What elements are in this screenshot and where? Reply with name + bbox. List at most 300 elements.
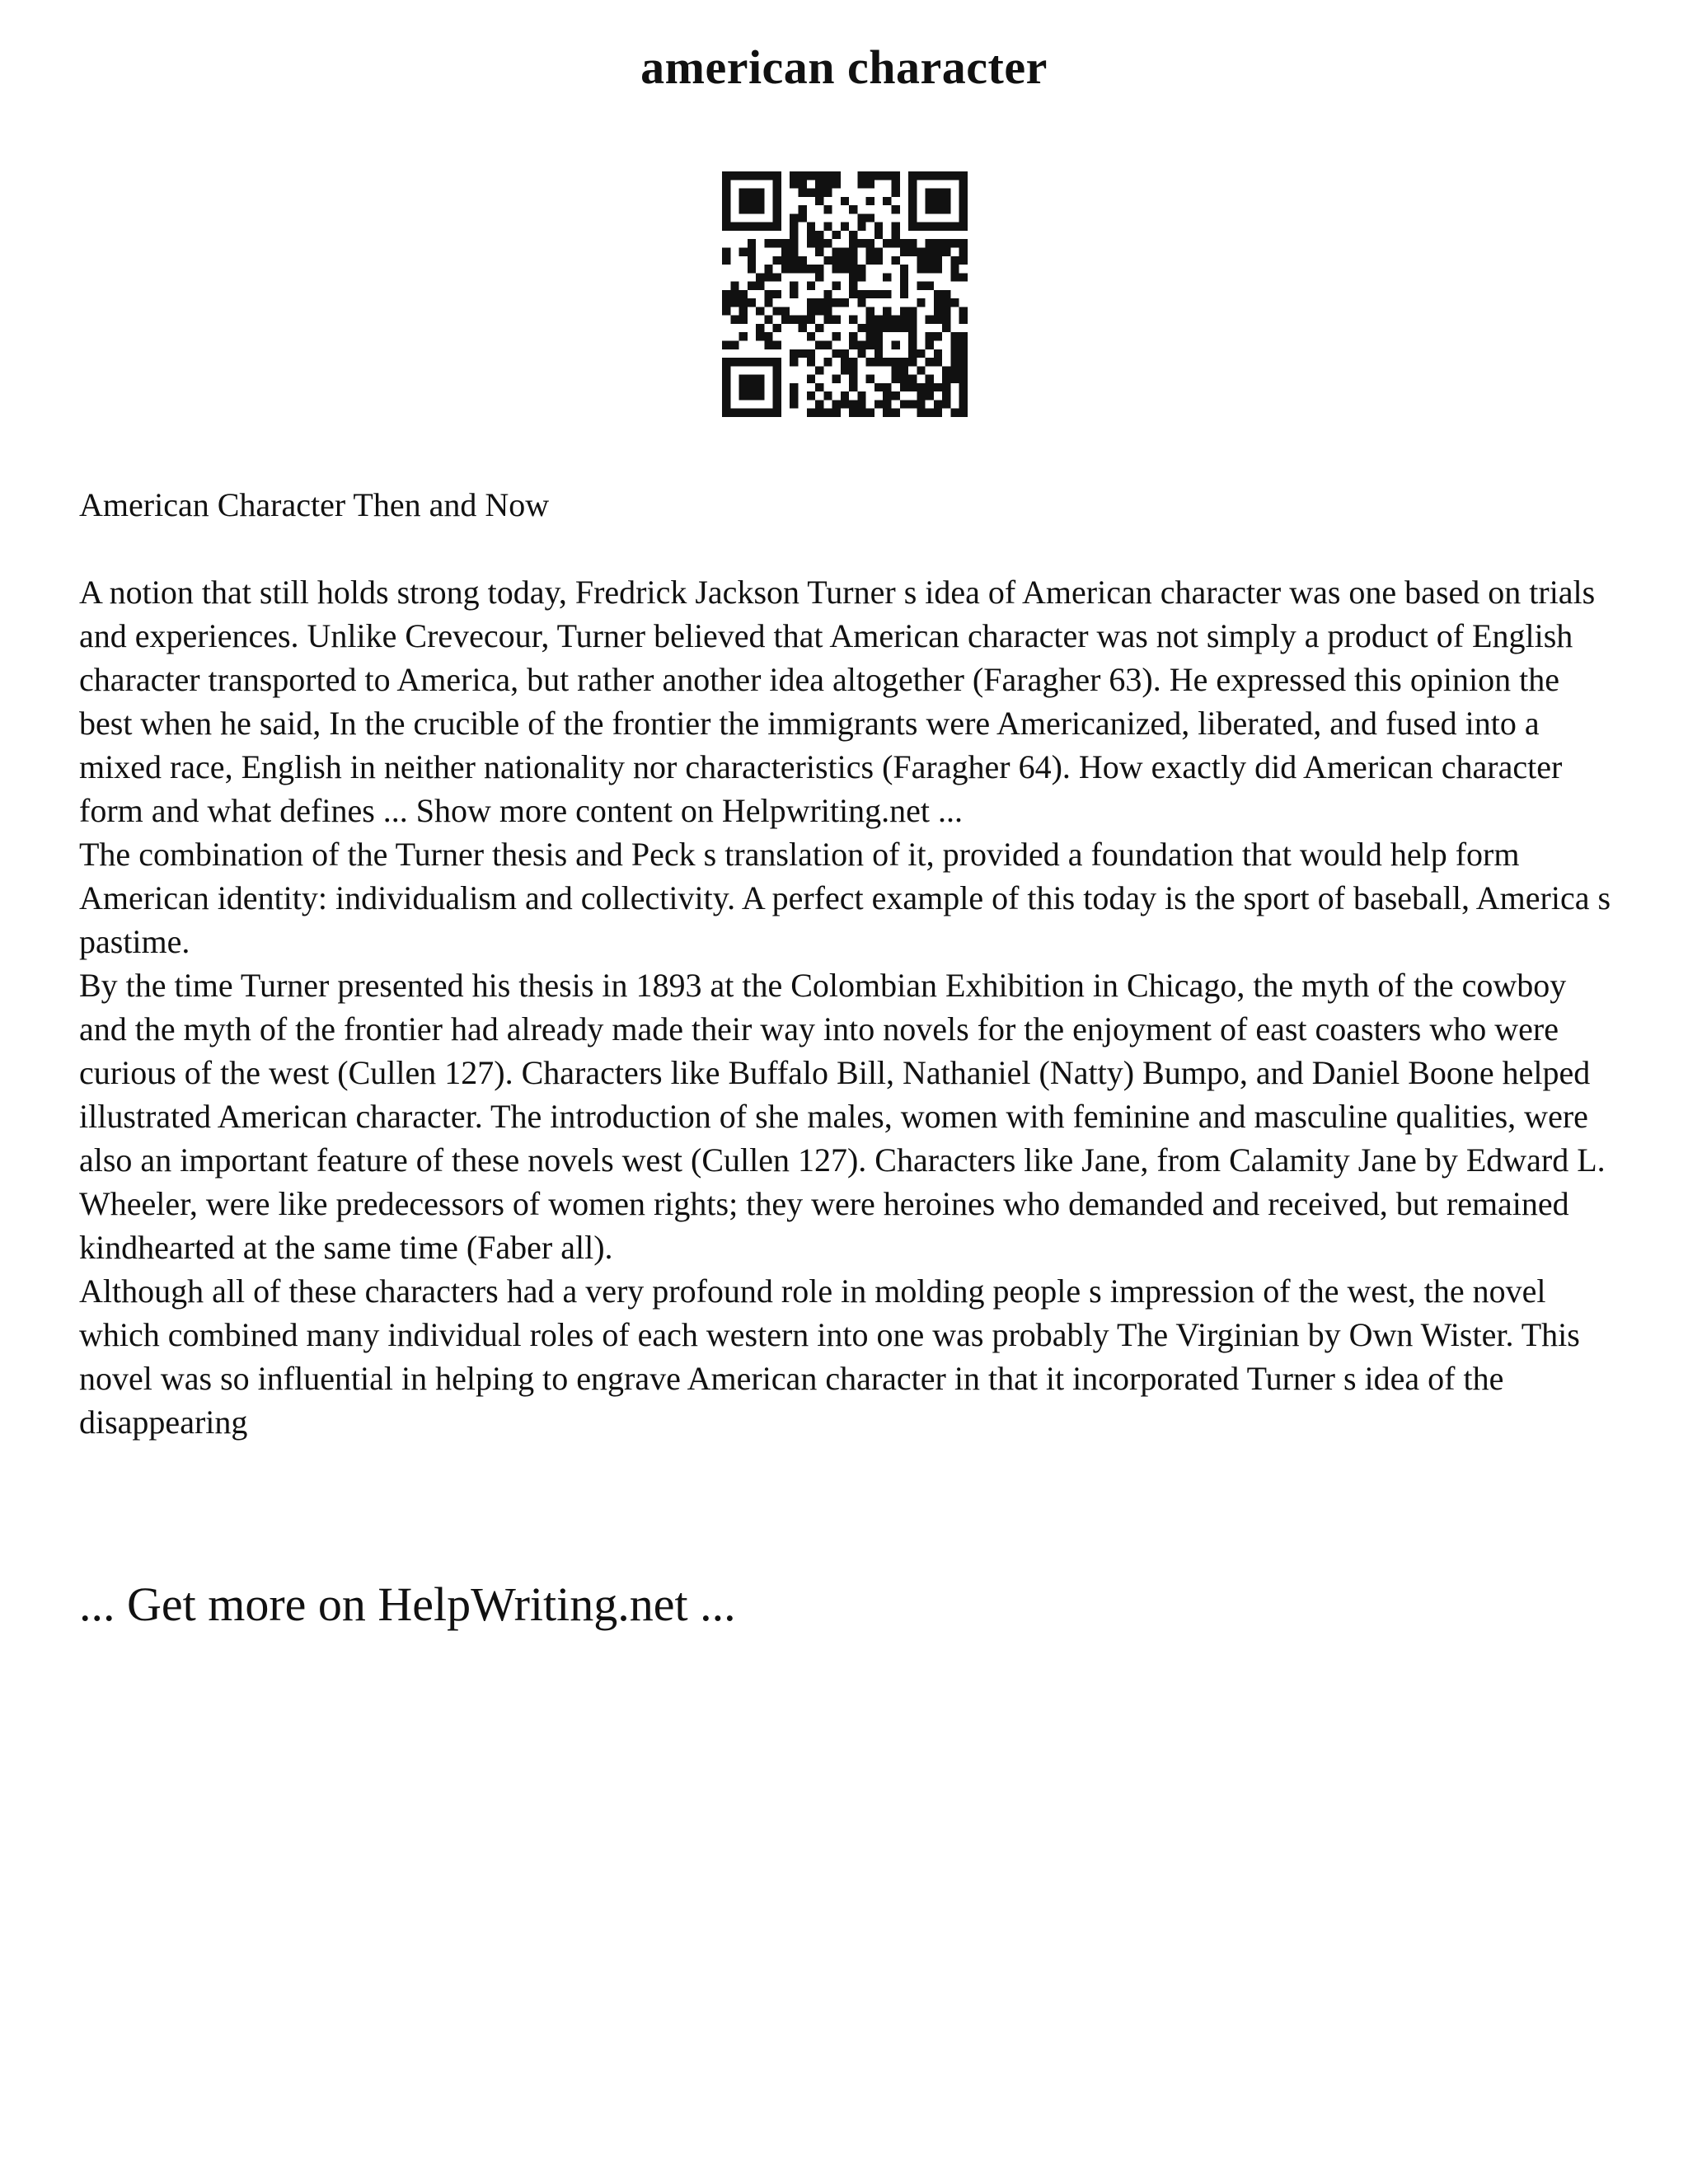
qr-module xyxy=(739,205,748,213)
qr-module xyxy=(748,265,756,273)
qr-module xyxy=(917,223,925,231)
qr-module xyxy=(781,239,790,247)
qr-module xyxy=(959,223,968,231)
qr-module xyxy=(841,298,849,307)
qr-module xyxy=(773,358,781,366)
qr-module xyxy=(807,316,815,324)
qr-module xyxy=(874,223,883,231)
qr-module xyxy=(841,358,849,366)
qr-module xyxy=(900,247,908,255)
qr-module xyxy=(841,400,849,408)
qr-module xyxy=(866,197,874,205)
qr-module xyxy=(942,239,950,247)
qr-module xyxy=(730,223,738,231)
qr-module xyxy=(900,282,908,290)
qr-module xyxy=(908,316,917,324)
qr-module xyxy=(959,316,968,324)
qr-module xyxy=(942,290,950,298)
qr-module xyxy=(926,409,934,417)
qr-module xyxy=(748,205,756,213)
qr-module xyxy=(832,180,841,188)
qr-module xyxy=(764,316,772,324)
qr-module xyxy=(748,171,756,180)
qr-module xyxy=(900,366,908,374)
qr-module xyxy=(748,375,756,383)
qr-module xyxy=(748,247,756,255)
qr-module xyxy=(790,400,798,408)
qr-module xyxy=(849,409,857,417)
qr-module xyxy=(730,290,738,298)
qr-module xyxy=(756,375,764,383)
qr-module xyxy=(807,391,815,400)
qr-module xyxy=(807,349,815,358)
qr-module xyxy=(857,391,865,400)
qr-module xyxy=(823,223,832,231)
document-body xyxy=(79,483,1612,1444)
qr-module xyxy=(739,290,748,298)
qr-module xyxy=(815,366,823,374)
qr-module xyxy=(849,366,857,374)
qr-module xyxy=(866,324,874,332)
qr-module xyxy=(764,239,772,247)
qr-module xyxy=(934,332,942,340)
qr-module xyxy=(908,197,917,205)
qr-module xyxy=(950,366,959,374)
qr-module xyxy=(781,316,790,324)
qr-module xyxy=(748,383,756,391)
qr-module xyxy=(722,391,730,400)
qr-module xyxy=(959,189,968,197)
qr-module xyxy=(798,189,806,197)
qr-module xyxy=(866,247,874,255)
qr-module xyxy=(900,316,908,324)
qr-module xyxy=(959,256,968,265)
qr-module xyxy=(815,324,823,332)
qr-module xyxy=(764,341,772,349)
qr-module xyxy=(900,358,908,366)
qr-module xyxy=(926,332,934,340)
qr-module xyxy=(773,171,781,180)
qr-module xyxy=(874,349,883,358)
qr-module xyxy=(934,197,942,205)
qr-module xyxy=(926,197,934,205)
qr-module xyxy=(790,180,798,188)
qr-module xyxy=(908,239,917,247)
qr-module xyxy=(926,282,934,290)
qr-module xyxy=(849,282,857,290)
qr-module xyxy=(748,256,756,265)
qr-module xyxy=(883,358,891,366)
qr-module xyxy=(959,349,968,358)
qr-module xyxy=(908,205,917,213)
qr-module xyxy=(722,189,730,197)
qr-module xyxy=(942,307,950,315)
qr-module xyxy=(866,316,874,324)
qr-module xyxy=(790,358,798,366)
qr-module xyxy=(773,383,781,391)
qr-module xyxy=(722,256,730,265)
qr-module xyxy=(959,273,968,281)
qr-module xyxy=(942,383,950,391)
qr-module xyxy=(722,223,730,231)
qr-module xyxy=(773,375,781,383)
qr-module xyxy=(756,383,764,391)
qr-module xyxy=(849,205,857,213)
qr-module xyxy=(874,316,883,324)
qr-module xyxy=(815,239,823,247)
qr-module xyxy=(917,349,925,358)
qr-module xyxy=(773,290,781,298)
qr-module xyxy=(857,298,865,307)
qr-module xyxy=(934,290,942,298)
qr-module xyxy=(917,400,925,408)
qr-module xyxy=(892,366,900,374)
qr-module xyxy=(773,256,781,265)
qr-module xyxy=(959,341,968,349)
qr-module xyxy=(866,239,874,247)
qr-module xyxy=(823,358,832,366)
qr-module xyxy=(917,366,925,374)
qr-module xyxy=(832,231,841,239)
qr-module xyxy=(764,290,772,298)
qr-module xyxy=(815,341,823,349)
qr-module xyxy=(934,400,942,408)
qr-module xyxy=(841,366,849,374)
qr-module xyxy=(959,205,968,213)
qr-module xyxy=(815,180,823,188)
qr-module xyxy=(892,358,900,366)
qr-module xyxy=(748,409,756,417)
qr-module xyxy=(798,324,806,332)
qr-module xyxy=(849,375,857,383)
qr-module xyxy=(874,256,883,265)
qr-module xyxy=(722,341,730,349)
qr-module xyxy=(892,171,900,180)
qr-module xyxy=(722,171,730,180)
qr-module xyxy=(815,197,823,205)
qr-module xyxy=(950,265,959,273)
qr-module xyxy=(773,324,781,332)
qr-module xyxy=(908,324,917,332)
qr-module xyxy=(908,180,917,188)
qr-module xyxy=(866,290,874,298)
qr-module xyxy=(934,189,942,197)
qr-module xyxy=(892,409,900,417)
qr-module xyxy=(815,307,823,315)
qr-module xyxy=(790,256,798,265)
qr-module xyxy=(781,307,790,315)
qr-module xyxy=(773,341,781,349)
qr-module xyxy=(756,197,764,205)
qr-module xyxy=(908,307,917,315)
qr-module xyxy=(942,223,950,231)
qr-module xyxy=(934,383,942,391)
qr-module xyxy=(823,307,832,315)
qr-module xyxy=(748,239,756,247)
qr-module xyxy=(841,223,849,231)
qr-module xyxy=(900,324,908,332)
qr-module xyxy=(934,409,942,417)
qr-module xyxy=(857,349,865,358)
qr-module xyxy=(739,307,748,315)
qr-module xyxy=(807,189,815,197)
qr-module xyxy=(781,265,790,273)
qr-module xyxy=(807,375,815,383)
qr-module xyxy=(874,290,883,298)
qr-module xyxy=(942,298,950,307)
qr-module xyxy=(883,391,891,400)
qr-module xyxy=(849,341,857,349)
qr-module xyxy=(815,247,823,255)
qr-module xyxy=(908,223,917,231)
qr-module xyxy=(950,298,959,307)
qr-module xyxy=(917,171,925,180)
qr-module xyxy=(832,332,841,340)
qr-module xyxy=(950,409,959,417)
qr-module xyxy=(739,383,748,391)
qr-module xyxy=(798,349,806,358)
qr-module xyxy=(849,256,857,265)
qr-module xyxy=(866,213,874,222)
qr-code-icon xyxy=(722,171,968,417)
qr-module xyxy=(874,247,883,255)
qr-module xyxy=(807,265,815,273)
qr-module xyxy=(866,307,874,315)
qr-module xyxy=(841,247,849,255)
qr-module xyxy=(866,409,874,417)
qr-module xyxy=(934,307,942,315)
qr-module xyxy=(866,171,874,180)
qr-module xyxy=(892,223,900,231)
qr-module xyxy=(815,265,823,273)
qr-module xyxy=(908,375,917,383)
qr-module xyxy=(874,231,883,239)
qr-module xyxy=(841,391,849,400)
qr-module xyxy=(790,171,798,180)
qr-module xyxy=(942,316,950,324)
qr-module xyxy=(790,223,798,231)
qr-module xyxy=(942,205,950,213)
qr-module xyxy=(950,273,959,281)
qr-module xyxy=(900,273,908,281)
qr-module xyxy=(959,247,968,255)
qr-module xyxy=(722,358,730,366)
qr-module xyxy=(790,290,798,298)
qr-module xyxy=(798,256,806,265)
qr-module xyxy=(926,205,934,213)
qr-module xyxy=(908,247,917,255)
qr-module xyxy=(756,205,764,213)
qr-module xyxy=(739,298,748,307)
qr-module xyxy=(917,247,925,255)
qr-module xyxy=(807,282,815,290)
qr-module xyxy=(807,231,815,239)
qr-module xyxy=(722,205,730,213)
qr-module xyxy=(823,341,832,349)
qr-module xyxy=(841,265,849,273)
qr-module xyxy=(764,332,772,340)
qr-module xyxy=(756,324,764,332)
qr-module xyxy=(926,391,934,400)
qr-module xyxy=(832,282,841,290)
qr-module xyxy=(773,180,781,188)
qr-module xyxy=(883,239,891,247)
qr-module xyxy=(807,239,815,247)
qr-module xyxy=(917,409,925,417)
qr-module xyxy=(807,332,815,340)
qr-module xyxy=(917,391,925,400)
qr-module xyxy=(832,400,841,408)
qr-module xyxy=(730,341,738,349)
qr-module xyxy=(798,316,806,324)
qr-module xyxy=(959,307,968,315)
qr-module xyxy=(773,197,781,205)
get-more-link[interactable]: ... Get more on HelpWriting.net ... xyxy=(79,1577,736,1631)
qr-module xyxy=(798,180,806,188)
qr-module xyxy=(908,189,917,197)
qr-module xyxy=(756,273,764,281)
qr-module xyxy=(883,409,891,417)
qr-module xyxy=(857,265,865,273)
qr-module xyxy=(959,366,968,374)
qr-module xyxy=(892,180,900,188)
qr-module xyxy=(739,223,748,231)
qr-module xyxy=(883,324,891,332)
qr-module xyxy=(773,273,781,281)
qr-module xyxy=(722,290,730,298)
qr-module xyxy=(849,231,857,239)
qr-module xyxy=(823,189,832,197)
qr-module xyxy=(917,298,925,307)
qr-module xyxy=(773,223,781,231)
qr-module xyxy=(934,171,942,180)
qr-module xyxy=(781,256,790,265)
qr-module xyxy=(739,358,748,366)
qr-module xyxy=(764,171,772,180)
qr-module xyxy=(849,273,857,281)
qr-module xyxy=(908,341,917,349)
qr-module xyxy=(874,332,883,340)
qr-module xyxy=(900,290,908,298)
qr-module xyxy=(841,197,849,205)
qr-module xyxy=(900,307,908,315)
qr-module xyxy=(959,409,968,417)
qr-module xyxy=(934,223,942,231)
qr-module xyxy=(807,223,815,231)
qr-module xyxy=(722,375,730,383)
qr-module xyxy=(722,400,730,408)
qr-module xyxy=(849,265,857,273)
qr-module xyxy=(815,383,823,391)
qr-module xyxy=(942,189,950,197)
qr-module xyxy=(917,282,925,290)
qr-module xyxy=(926,383,934,391)
qr-module xyxy=(959,197,968,205)
qr-module xyxy=(959,180,968,188)
qr-module xyxy=(764,298,772,307)
qr-module xyxy=(950,223,959,231)
qr-module xyxy=(950,349,959,358)
qr-module xyxy=(815,273,823,281)
qr-module xyxy=(790,391,798,400)
qr-module xyxy=(900,375,908,383)
qr-module xyxy=(959,358,968,366)
qr-module xyxy=(926,239,934,247)
qr-module xyxy=(815,409,823,417)
qr-module xyxy=(739,391,748,400)
qr-module xyxy=(874,341,883,349)
qr-module xyxy=(773,213,781,222)
qr-module xyxy=(798,213,806,222)
qr-module xyxy=(883,400,891,408)
qr-module xyxy=(908,349,917,358)
qr-module xyxy=(900,383,908,391)
qr-module xyxy=(748,223,756,231)
qr-module xyxy=(942,400,950,408)
qr-module xyxy=(722,307,730,315)
qr-module xyxy=(926,358,934,366)
qr-module xyxy=(798,265,806,273)
qr-module xyxy=(934,265,942,273)
qr-module xyxy=(832,349,841,358)
qr-module xyxy=(790,383,798,391)
qr-module xyxy=(908,332,917,340)
qr-module xyxy=(841,349,849,358)
qr-module xyxy=(926,375,934,383)
qr-module xyxy=(908,213,917,222)
qr-module xyxy=(823,298,832,307)
paragraph-4: Although all of these characters had a very profound role in molding people s impression of the west, the novel which combined many individual roles of each western into one was probably The Virginian by Own Wister. This novel was so influential in helping to engrave American character in that it incorporated Turner s idea of the disappearing xyxy=(79,1272,1580,1441)
qr-module xyxy=(730,171,738,180)
qr-module xyxy=(730,358,738,366)
qr-module xyxy=(892,205,900,213)
qr-module xyxy=(815,400,823,408)
qr-module xyxy=(866,332,874,340)
qr-module xyxy=(926,316,934,324)
qr-module xyxy=(857,223,865,231)
qr-module xyxy=(764,265,772,273)
qr-module xyxy=(748,358,756,366)
qr-module xyxy=(773,366,781,374)
qr-module xyxy=(730,282,738,290)
paragraph-1: A notion that still holds strong today, Fredrick Jackson Turner s idea of American character was one based on trials and experiences. Unlike Crevecour, Turner believed that American character was not simply a product of English character transported to America, but rather another idea altogether (Faragher 63). He expressed this opinion the best when he said, In the crucible of the frontier the immigrants were Americanized, liberated, and fused into a mixed race, English in neither nationality nor characteristics (Faragher 64). How exactly did American character form and what defines ... Show more content on Helpwriting.net ... xyxy=(79,574,1596,829)
document-subtitle: American Character Then and Now xyxy=(79,486,550,523)
qr-module xyxy=(773,239,781,247)
qr-module xyxy=(959,213,968,222)
qr-module xyxy=(730,298,738,307)
qr-module xyxy=(874,358,883,366)
qr-module xyxy=(823,180,832,188)
qr-module xyxy=(849,239,857,247)
qr-module xyxy=(807,298,815,307)
qr-module xyxy=(934,205,942,213)
qr-module xyxy=(807,409,815,417)
qr-module xyxy=(908,400,917,408)
qr-module xyxy=(959,332,968,340)
qr-module xyxy=(883,197,891,205)
qr-module xyxy=(730,409,738,417)
qr-module xyxy=(917,383,925,391)
qr-module xyxy=(849,316,857,324)
qr-module xyxy=(739,171,748,180)
qr-module xyxy=(942,366,950,374)
qr-module xyxy=(926,341,934,349)
qr-module xyxy=(790,316,798,324)
qr-module xyxy=(942,171,950,180)
qr-module xyxy=(748,197,756,205)
qr-module xyxy=(934,349,942,358)
qr-module xyxy=(900,239,908,247)
